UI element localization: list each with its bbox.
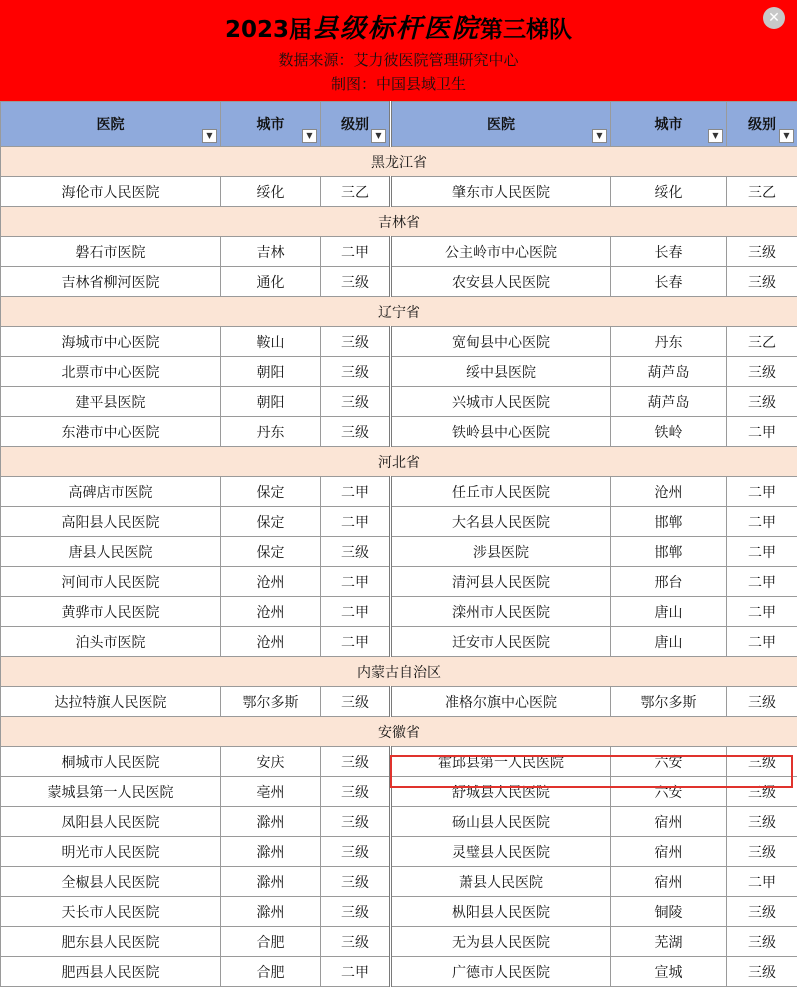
- table-row: [1, 357, 797, 387]
- filter-dropdown-icon[interactable]: ▼: [592, 129, 607, 143]
- city-cell: 芜湖: [611, 927, 727, 957]
- table-row: [1, 957, 797, 987]
- level-cell: 三乙: [727, 327, 797, 357]
- city-cell: 铁岭: [611, 417, 727, 447]
- hospital-cell: 铁岭县中心医院: [391, 417, 611, 447]
- hospital-cell: 广德市人民医院: [391, 957, 611, 987]
- hospital-cell: 黄骅市人民医院: [1, 597, 221, 627]
- close-icon[interactable]: ✕: [763, 7, 785, 29]
- city-cell: 长春: [611, 267, 727, 297]
- hospital-cell: 清河县人民医院: [391, 567, 611, 597]
- hospital-cell: 明光市人民医院: [1, 837, 221, 867]
- city-cell: 丹东: [611, 327, 727, 357]
- level-cell: 三乙: [321, 177, 391, 207]
- hospital-cell: 农安县人民医院: [391, 267, 611, 297]
- level-cell: 二甲: [727, 507, 797, 537]
- table-row: [1, 237, 797, 267]
- level-cell: 三级: [727, 777, 797, 807]
- col-header-level-2: 级别 ▼: [727, 102, 797, 147]
- title-suffix: 第三梯队: [480, 17, 573, 43]
- hospital-cell: 建平县医院: [1, 387, 221, 417]
- table-row: [1, 747, 797, 777]
- hospital-cell: 霍邱县第一人民医院: [391, 747, 611, 777]
- table-row: [1, 627, 797, 657]
- city-cell: 保定: [221, 477, 321, 507]
- province-label: 吉林省: [1, 207, 797, 237]
- table-row: [1, 897, 797, 927]
- table-row: [1, 867, 797, 897]
- hospital-cell: 迁安市人民医院: [391, 627, 611, 657]
- city-cell: 六安: [611, 777, 727, 807]
- hospital-cell: 涉县医院: [391, 537, 611, 567]
- table-row: [1, 507, 797, 537]
- hospital-cell: 绥中县医院: [391, 357, 611, 387]
- level-cell: 三级: [321, 327, 391, 357]
- hospital-cell: 唐县人民医院: [1, 537, 221, 567]
- city-cell: 绥化: [611, 177, 727, 207]
- level-cell: 三级: [321, 537, 391, 567]
- city-cell: 宣城: [611, 957, 727, 987]
- province-label: 安徽省: [1, 717, 797, 747]
- province-row: [1, 447, 797, 477]
- level-cell: 三级: [727, 687, 797, 717]
- chart-maker: 制图：中国县域卫生: [330, 75, 466, 93]
- hospital-cell: 桐城市人民医院: [1, 747, 221, 777]
- level-cell: 三级: [727, 807, 797, 837]
- level-cell: 二甲: [727, 537, 797, 567]
- province-row: [1, 147, 797, 177]
- table-row: [1, 267, 797, 297]
- city-cell: 亳州: [221, 777, 321, 807]
- hospital-cell: 公主岭市中心医院: [391, 237, 611, 267]
- table-row: [1, 537, 797, 567]
- city-cell: 六安: [611, 747, 727, 777]
- table-row: [1, 927, 797, 957]
- city-cell: 沧州: [221, 627, 321, 657]
- province-row: [1, 297, 797, 327]
- level-cell: 三级: [321, 807, 391, 837]
- province-label: 河北省: [1, 447, 797, 477]
- hospital-cell: 达拉特旗人民医院: [1, 687, 221, 717]
- level-cell: 三级: [321, 777, 391, 807]
- level-cell: 三级: [321, 927, 391, 957]
- province-label: 内蒙古自治区: [1, 657, 797, 687]
- level-cell: 二甲: [321, 597, 391, 627]
- level-cell: 二甲: [727, 597, 797, 627]
- province-row: [1, 657, 797, 687]
- level-cell: 三级: [321, 417, 391, 447]
- table-row: [1, 777, 797, 807]
- city-cell: 沧州: [221, 567, 321, 597]
- city-cell: 唐山: [611, 597, 727, 627]
- table-row: [1, 477, 797, 507]
- hospital-cell: 大名县人民医院: [391, 507, 611, 537]
- col-header-hospital: 医院 ▼: [1, 102, 221, 147]
- city-cell: 宿州: [611, 867, 727, 897]
- level-cell: 三级: [727, 897, 797, 927]
- level-cell: 三级: [321, 897, 391, 927]
- table-row: [1, 807, 797, 837]
- table-row: [1, 387, 797, 417]
- hospital-cell: 海伦市人民医院: [1, 177, 221, 207]
- table-row: [1, 597, 797, 627]
- table-header: [1, 102, 797, 147]
- level-cell: 二甲: [321, 627, 391, 657]
- level-cell: 三级: [321, 747, 391, 777]
- city-cell: 葫芦岛: [611, 357, 727, 387]
- province-label: 辽宁省: [1, 297, 797, 327]
- hospital-table: [0, 101, 797, 987]
- title-year: 2023届: [224, 17, 312, 43]
- level-cell: 三级: [321, 357, 391, 387]
- level-cell: 二甲: [727, 567, 797, 597]
- province-label: 黑龙江省: [1, 147, 797, 177]
- city-cell: 鞍山: [221, 327, 321, 357]
- level-cell: 二甲: [727, 867, 797, 897]
- city-cell: 滁州: [221, 807, 321, 837]
- filter-dropdown-icon[interactable]: ▼: [302, 129, 317, 143]
- city-cell: 宿州: [611, 837, 727, 867]
- col-header-city: 城市 ▼: [221, 102, 321, 147]
- level-cell: 三级: [321, 687, 391, 717]
- hospital-cell: 凤阳县人民医院: [1, 807, 221, 837]
- city-cell: 唐山: [611, 627, 727, 657]
- table-row: [1, 417, 797, 447]
- hospital-cell: 枞阳县人民医院: [391, 897, 611, 927]
- level-cell: 三级: [727, 927, 797, 957]
- hospital-cell: 滦州市人民医院: [391, 597, 611, 627]
- hospital-cell: 高阳县人民医院: [1, 507, 221, 537]
- hospital-cell: 舒城县人民医院: [391, 777, 611, 807]
- city-cell: 保定: [221, 507, 321, 537]
- level-cell: 三级: [321, 867, 391, 897]
- table-row: [1, 837, 797, 867]
- level-cell: 三级: [321, 387, 391, 417]
- city-cell: 滁州: [221, 837, 321, 867]
- hospital-cell: 肥东县人民医院: [1, 927, 221, 957]
- level-cell: 三级: [727, 237, 797, 267]
- hospital-cell: 宽甸县中心医院: [391, 327, 611, 357]
- city-cell: 吉林: [221, 237, 321, 267]
- hospital-cell: 磐石市医院: [1, 237, 221, 267]
- city-cell: 宿州: [611, 807, 727, 837]
- city-cell: 鄂尔多斯: [221, 687, 321, 717]
- city-cell: 朝阳: [221, 387, 321, 417]
- data-source: 数据来源：艾力彼医院管理研究中心: [278, 51, 519, 69]
- hospital-cell: 东港市中心医院: [1, 417, 221, 447]
- city-cell: 铜陵: [611, 897, 727, 927]
- page-title: [0, 14, 797, 45]
- col-header-city-2: 城市 ▼: [611, 102, 727, 147]
- table-row: [1, 687, 797, 717]
- level-cell: 三级: [727, 357, 797, 387]
- hospital-cell: 灵璧县人民医院: [391, 837, 611, 867]
- level-cell: 二甲: [321, 477, 391, 507]
- city-cell: 滁州: [221, 867, 321, 897]
- city-cell: 长春: [611, 237, 727, 267]
- level-cell: 二甲: [321, 957, 391, 987]
- hospital-cell: 无为县人民医院: [391, 927, 611, 957]
- level-cell: 二甲: [727, 477, 797, 507]
- city-cell: 鄂尔多斯: [611, 687, 727, 717]
- city-cell: 朝阳: [221, 357, 321, 387]
- table-row: [1, 567, 797, 597]
- hospital-cell: 准格尔旗中心医院: [391, 687, 611, 717]
- col-header-level: 级别 ▼: [321, 102, 391, 147]
- city-cell: 安庆: [221, 747, 321, 777]
- table-row: [1, 177, 797, 207]
- city-cell: 合肥: [221, 927, 321, 957]
- level-cell: 二甲: [727, 627, 797, 657]
- city-cell: 滁州: [221, 897, 321, 927]
- city-cell: 邯郸: [611, 537, 727, 567]
- level-cell: 二甲: [321, 567, 391, 597]
- hospital-cell: 泊头市医院: [1, 627, 221, 657]
- province-row: [1, 717, 797, 747]
- hospital-cell: 肥西县人民医院: [1, 957, 221, 987]
- hospital-cell: 全椒县人民医院: [1, 867, 221, 897]
- hospital-cell: 兴城市人民医院: [391, 387, 611, 417]
- city-cell: 沧州: [221, 597, 321, 627]
- level-cell: 二甲: [321, 507, 391, 537]
- hospital-cell: 河间市人民医院: [1, 567, 221, 597]
- city-cell: 保定: [221, 537, 321, 567]
- hospital-cell: 肇东市人民医院: [391, 177, 611, 207]
- level-cell: 三乙: [727, 177, 797, 207]
- city-cell: 葫芦岛: [611, 387, 727, 417]
- city-cell: 绥化: [221, 177, 321, 207]
- level-cell: 二甲: [727, 417, 797, 447]
- city-cell: 通化: [221, 267, 321, 297]
- hospital-cell: 北票市中心医院: [1, 357, 221, 387]
- hospital-cell: 蒙城县第一人民医院: [1, 777, 221, 807]
- province-row: [1, 207, 797, 237]
- filter-dropdown-icon[interactable]: ▼: [371, 129, 386, 143]
- col-header-hospital-2: 医院 ▼: [391, 102, 611, 147]
- hospital-cell: 砀山县人民医院: [391, 807, 611, 837]
- hospital-cell: 海城市中心医院: [1, 327, 221, 357]
- level-cell: 三级: [321, 267, 391, 297]
- level-cell: 三级: [321, 837, 391, 867]
- level-cell: 三级: [727, 747, 797, 777]
- filter-dropdown-icon[interactable]: ▼: [202, 129, 217, 143]
- level-cell: 三级: [727, 267, 797, 297]
- filter-dropdown-icon[interactable]: ▼: [708, 129, 723, 143]
- title-main: 县级标杆医院: [312, 14, 481, 44]
- hospital-cell: 吉林省柳河医院: [1, 267, 221, 297]
- table-row: [1, 327, 797, 357]
- city-cell: 邢台: [611, 567, 727, 597]
- hospital-cell: 高碑店市医院: [1, 477, 221, 507]
- level-cell: 二甲: [321, 237, 391, 267]
- level-cell: 三级: [727, 837, 797, 867]
- level-cell: 三级: [727, 957, 797, 987]
- hospital-cell: 任丘市人民医院: [391, 477, 611, 507]
- hospital-cell: 萧县人民医院: [391, 867, 611, 897]
- city-cell: 丹东: [221, 417, 321, 447]
- city-cell: 邯郸: [611, 507, 727, 537]
- city-cell: 沧州: [611, 477, 727, 507]
- filter-dropdown-icon[interactable]: ▼: [779, 129, 794, 143]
- city-cell: 合肥: [221, 957, 321, 987]
- hospital-cell: 天长市人民医院: [1, 897, 221, 927]
- level-cell: 三级: [727, 387, 797, 417]
